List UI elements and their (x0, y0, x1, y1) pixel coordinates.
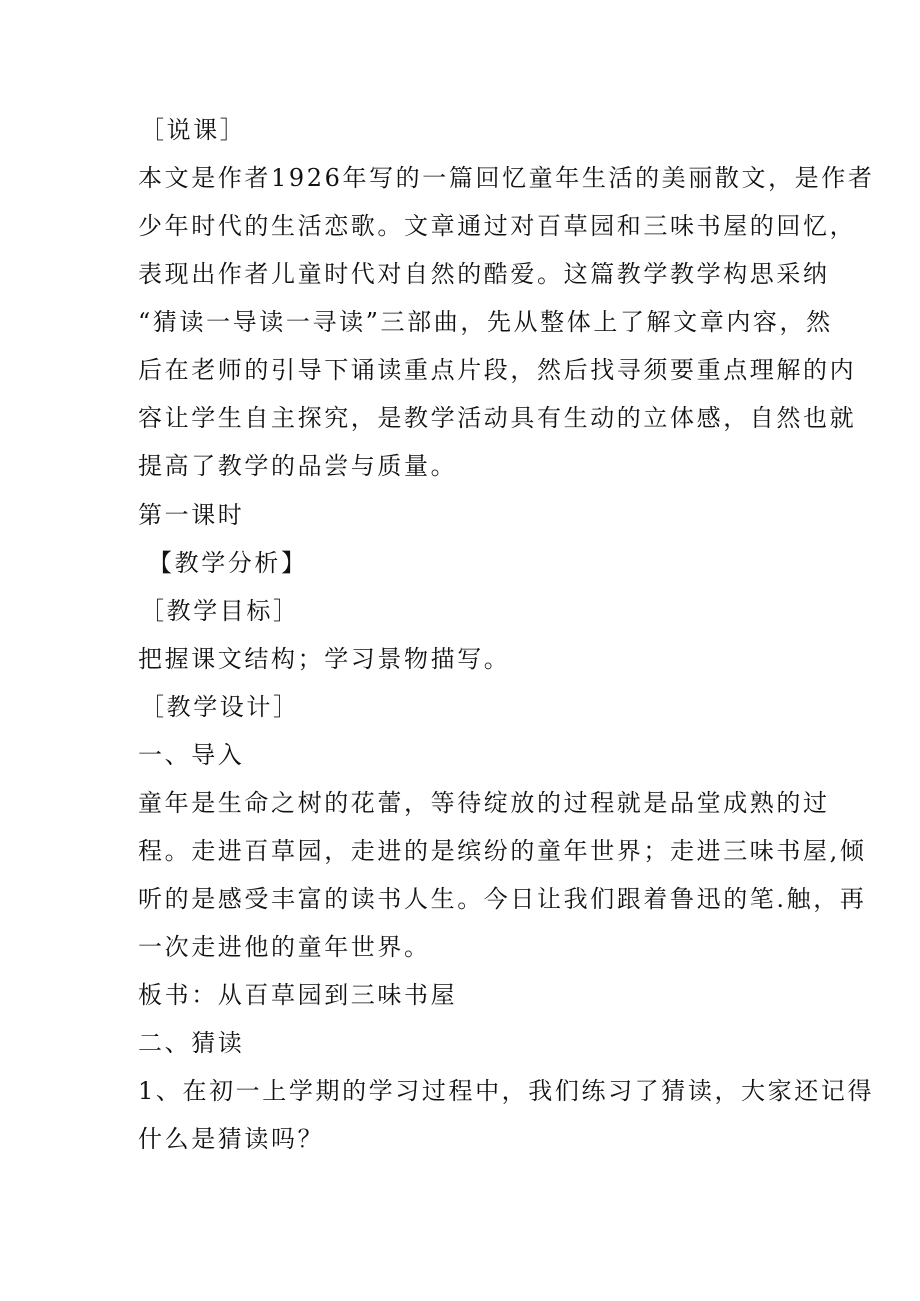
step-1-line-2: 程。走进百草园，走进的是缤纷的童年世界；走进三味书屋,倾 (138, 837, 867, 865)
intro-line-2: 少年时代的生活恋歌。文章通过对百草园和三味书屋的回忆， (138, 212, 857, 240)
section-heading-shuoke: ［说课］ (140, 116, 247, 144)
heading-teaching-design: ［教学设计］ (140, 693, 300, 721)
teaching-goal-text: 把握课文结构；学习景物描写。 (138, 645, 511, 673)
intro-line-7: 提高了教学的品尝与质量。 (138, 452, 458, 480)
heading-teaching-analysis: 【教学分析】 (148, 549, 308, 577)
board-text: 板书：从百草园到三味书屋 (138, 981, 458, 1009)
step-1-line-4: 一次走进他的童年世界。 (138, 933, 431, 961)
intro-line-4: “猜读一导读一寻读”三部曲，先从整体上了解文章内容，然 (138, 308, 833, 336)
intro-line-6: 容让学生自主探究，是教学活动具有生动的立体感，自然也就 (138, 404, 857, 432)
intro-line-1: 本文是作者1926年写的一篇回忆童年生活的美丽散文，是作者 (138, 164, 875, 192)
question-1-line-2: 什么是猜读吗？ (138, 1125, 325, 1153)
step-2-title: 二、猜读 (138, 1029, 245, 1057)
step-1-title: 一、导入 (138, 741, 245, 769)
lesson-title: 第一课时 (138, 501, 245, 529)
step-1-line-1: 童年是生命之树的花蕾，等待绽放的过程就是品堂成熟的过 (138, 789, 830, 817)
intro-line-5: 后在老师的引导下诵读重点片段，然后找寻须要重点理解的内 (138, 356, 857, 384)
intro-line-3: 表现出作者儿童时代对自然的酷爱。这篇教学教学构思采纳 (138, 260, 830, 288)
heading-teaching-goal: ［教学目标］ (140, 597, 300, 625)
step-1-line-3: 听的是感受丰富的读书人生。今日让我们跟着鲁迅的笔.触，再 (138, 885, 867, 913)
question-1-line-1: 1、在初一上学期的学习过程中，我们练习了猜读，大家还记得 (138, 1077, 875, 1105)
